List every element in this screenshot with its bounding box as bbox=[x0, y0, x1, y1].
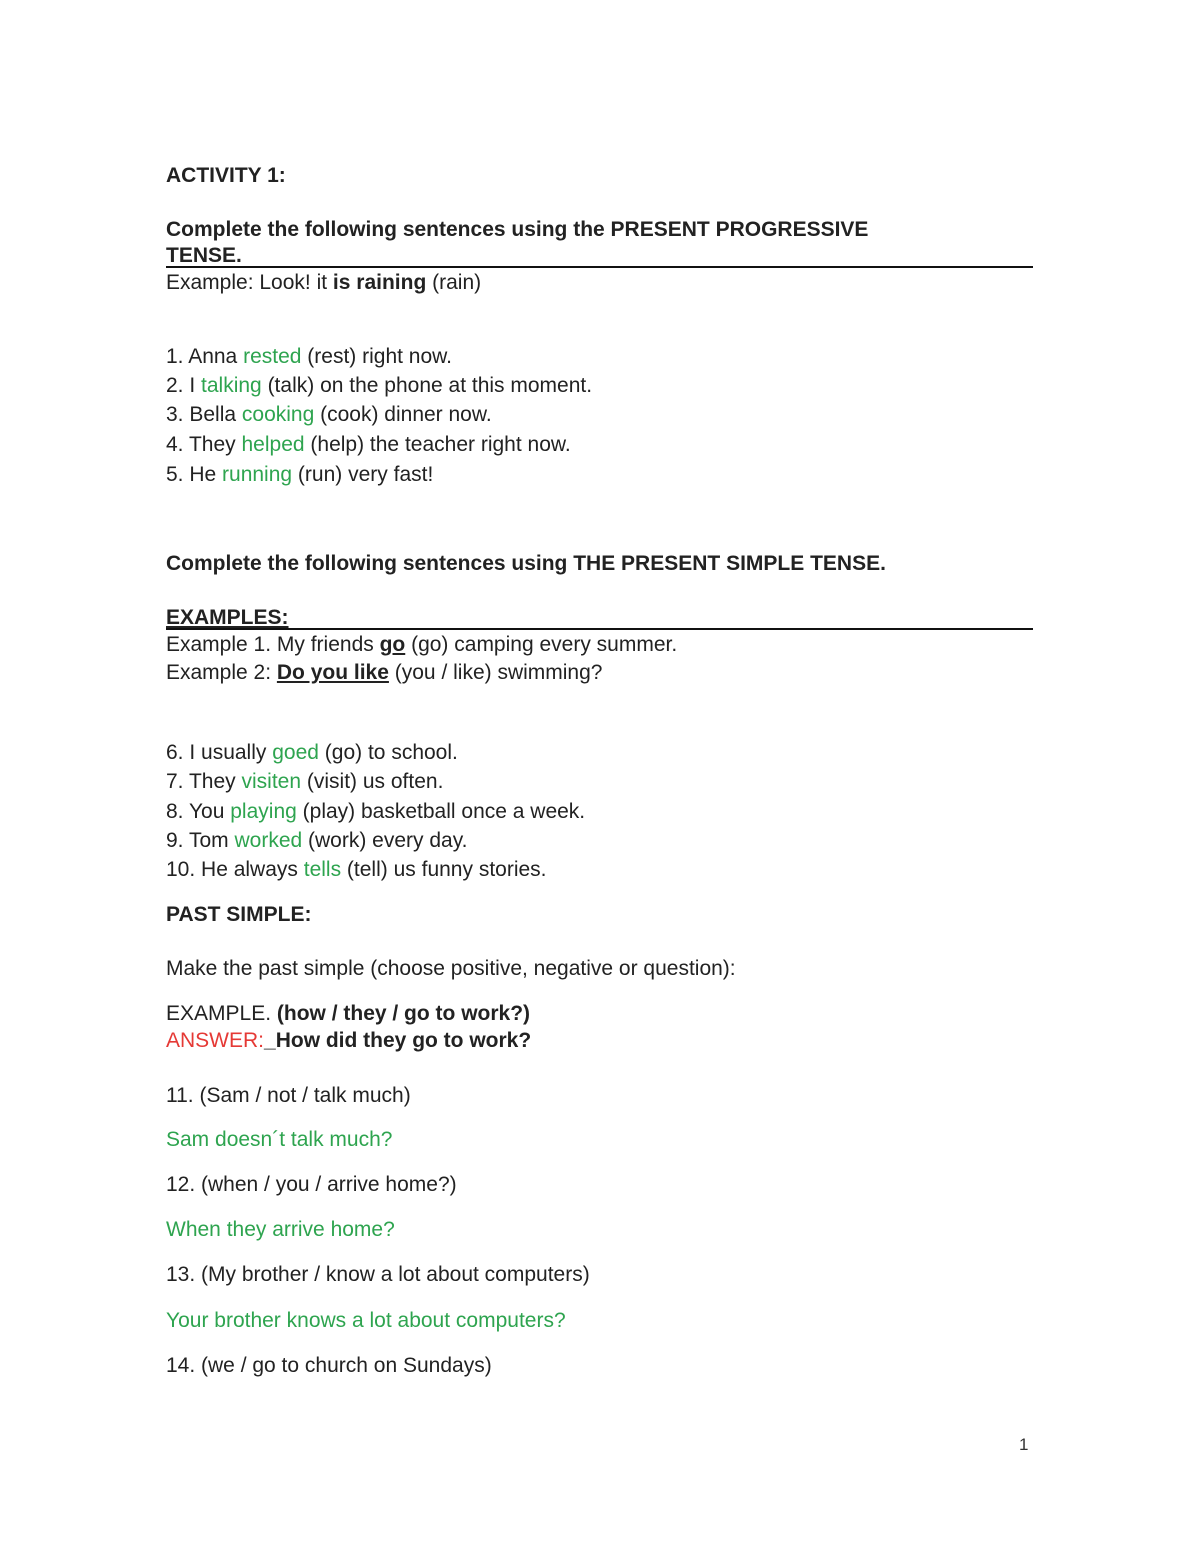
item-answer: playing bbox=[230, 800, 297, 823]
exercise-item-1 bbox=[166, 344, 452, 370]
examples-heading: EXAMPLES: bbox=[166, 606, 289, 629]
exercise-item-5 bbox=[166, 462, 433, 488]
example-label: EXAMPLE. bbox=[166, 1002, 277, 1025]
item-rest: (work) every day. bbox=[302, 829, 468, 852]
item-prefix: 7. They bbox=[166, 770, 242, 793]
exercise-item-3 bbox=[166, 402, 492, 428]
example-lead: Example 2: bbox=[166, 661, 277, 684]
item-answer: rested bbox=[243, 345, 302, 368]
section1-divider bbox=[166, 266, 1033, 268]
item-answer: cooking bbox=[241, 403, 315, 426]
example-rest: (you / like) swimming? bbox=[388, 661, 603, 684]
item-rest: (tell) us funny stories. bbox=[341, 858, 547, 881]
section1-instruction-line1: Complete the following sentences using the PRESENT PROGRESSIVE bbox=[166, 218, 869, 241]
example-lead: Example 1. My friends bbox=[166, 633, 380, 656]
item-prefix: 5. He bbox=[166, 463, 223, 486]
past-simple-heading: PAST SIMPLE: bbox=[166, 903, 312, 926]
exercise-item-14-prompt: 14. (we / go to church on Sundays) bbox=[166, 1354, 492, 1377]
section2-instruction: Complete the following sentences using THE PRESENT SIMPLE TENSE. bbox=[166, 552, 886, 575]
exercise-item-8 bbox=[166, 799, 585, 825]
exercise-item-13-answer: Your brother knows a lot about computers? bbox=[166, 1309, 566, 1332]
example-rest: (go) camping every summer. bbox=[405, 633, 678, 656]
section1-instruction-line2: TENSE. bbox=[166, 244, 242, 267]
item-answer: helped bbox=[241, 433, 305, 456]
example-answer: Do you like bbox=[276, 661, 389, 684]
section2-example-2 bbox=[166, 660, 602, 686]
item-rest: (talk) on the phone at this moment. bbox=[261, 374, 593, 397]
item-rest: (play) basketball once a week. bbox=[296, 800, 586, 823]
item-prefix: 6. I usually bbox=[166, 741, 273, 764]
answer-label: ANSWER: bbox=[166, 1029, 265, 1052]
item-rest: (run) very fast! bbox=[292, 463, 434, 486]
exercise-item-11-prompt: 11. (Sam / not / talk much) bbox=[166, 1084, 411, 1107]
example-answer: is raining bbox=[332, 271, 427, 294]
example-lead: Example: Look! it bbox=[166, 271, 333, 294]
example-prompt: (how / they / go to work?) bbox=[276, 1002, 531, 1025]
section1-example bbox=[166, 270, 481, 296]
exercise-item-13-prompt: 13. (My brother / know a lot about computers) bbox=[166, 1263, 590, 1286]
item-answer: running bbox=[222, 463, 293, 486]
item-prefix: 4. They bbox=[166, 433, 242, 456]
item-rest: (go) to school. bbox=[318, 741, 458, 764]
item-prefix: 8. You bbox=[166, 800, 231, 823]
example-answer: go bbox=[379, 633, 406, 656]
exercise-item-2 bbox=[166, 373, 592, 399]
answer-text: _How did they go to work? bbox=[264, 1029, 532, 1052]
exercise-item-6 bbox=[166, 740, 458, 766]
item-answer: talking bbox=[201, 374, 262, 397]
item-answer: tells bbox=[303, 858, 342, 881]
item-answer: visiten bbox=[241, 770, 302, 793]
exercise-item-12-prompt: 12. (when / you / arrive home?) bbox=[166, 1173, 457, 1196]
item-rest: (help) the teacher right now. bbox=[304, 433, 571, 456]
past-simple-instruction: Make the past simple (choose positive, negative or question): bbox=[166, 957, 736, 980]
item-rest: (cook) dinner now. bbox=[314, 403, 492, 426]
item-prefix: 2. I bbox=[166, 374, 202, 397]
exercise-item-10 bbox=[166, 857, 547, 883]
exercise-item-7 bbox=[166, 769, 443, 795]
item-prefix: 9. Tom bbox=[166, 829, 235, 852]
exercise-item-11-answer: Sam doesn´t talk much? bbox=[166, 1128, 393, 1151]
item-prefix: 10. He always bbox=[166, 858, 304, 881]
item-rest: (visit) us often. bbox=[301, 770, 444, 793]
item-answer: goed bbox=[272, 741, 319, 764]
section2-divider bbox=[166, 628, 1033, 630]
exercise-item-9 bbox=[166, 828, 468, 854]
item-prefix: 3. Bella bbox=[166, 403, 242, 426]
section2-example-1 bbox=[166, 632, 677, 658]
example-hint: (rain) bbox=[426, 271, 482, 294]
item-answer: worked bbox=[234, 829, 303, 852]
past-simple-example-answer bbox=[166, 1028, 531, 1054]
exercise-item-4 bbox=[166, 432, 571, 458]
activity-title: ACTIVITY 1: bbox=[166, 164, 286, 187]
item-rest: (rest) right now. bbox=[301, 345, 453, 368]
exercise-item-12-answer: When they arrive home? bbox=[166, 1218, 395, 1241]
past-simple-example bbox=[166, 1001, 530, 1027]
item-prefix: 1. Anna bbox=[166, 345, 244, 368]
page-number: 1 bbox=[1019, 1435, 1029, 1454]
